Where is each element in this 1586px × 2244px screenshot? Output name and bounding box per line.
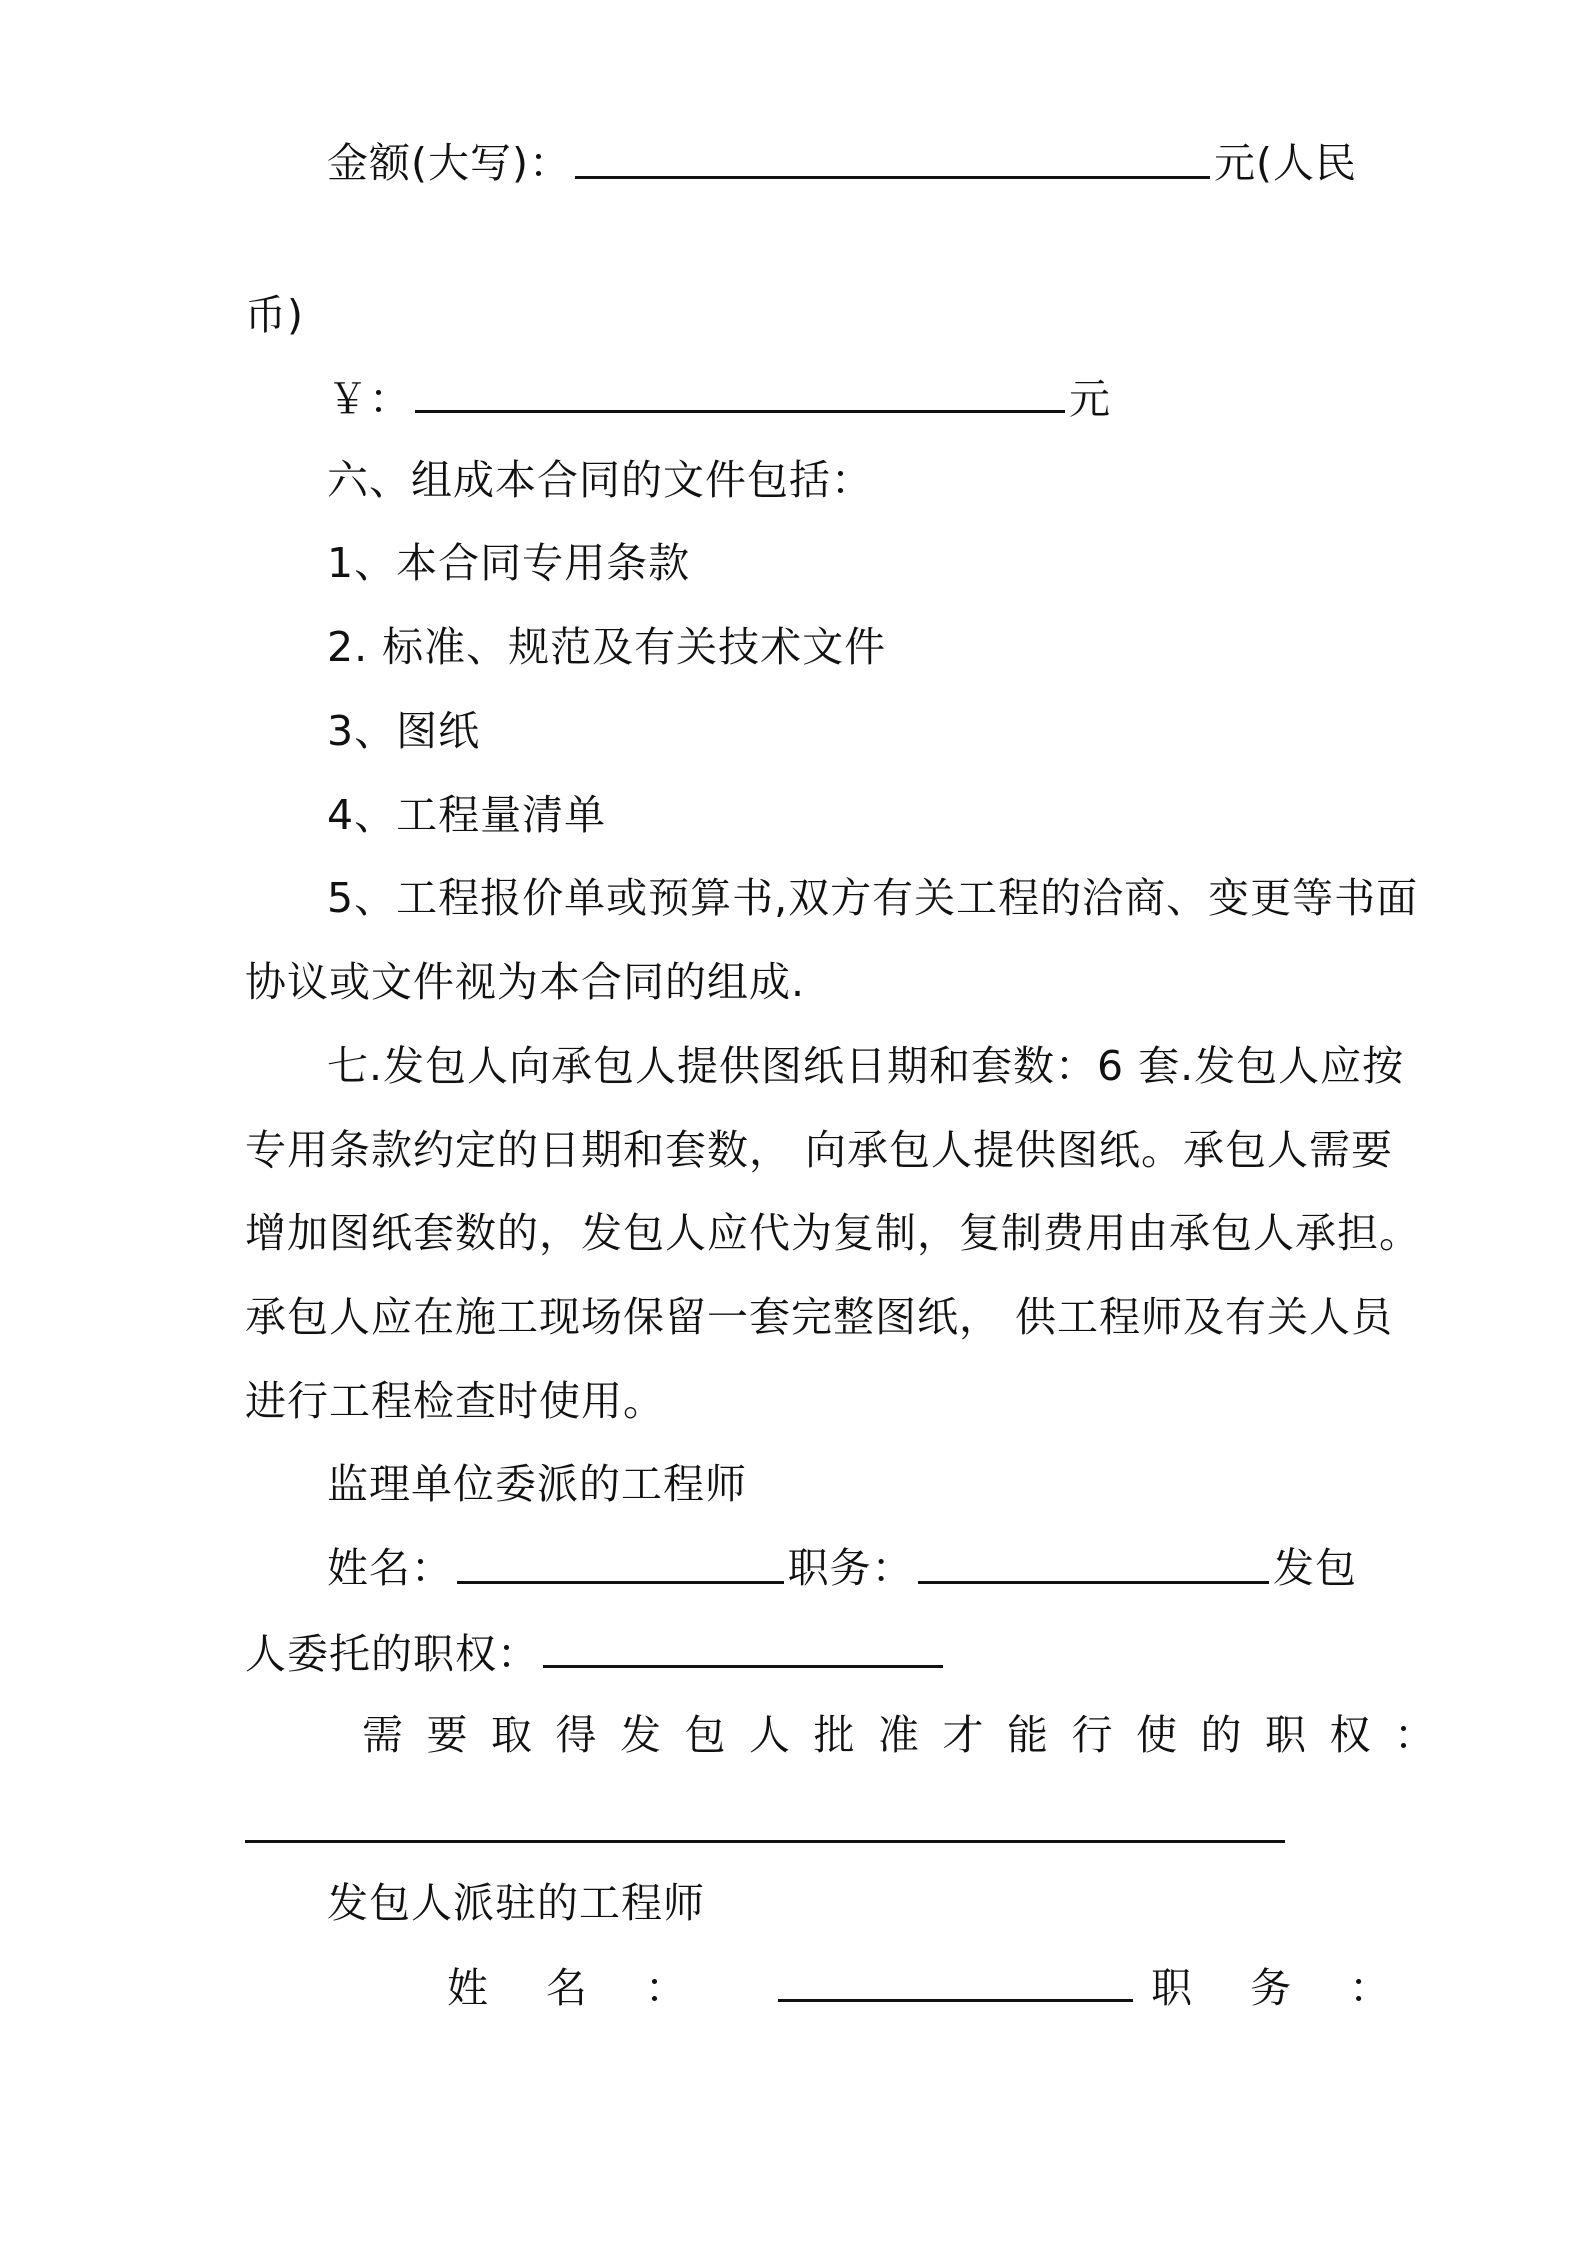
section6-item-5-line1: 5、工程报价单或预算书,双方有关工程的洽商、变更等书面 [327, 874, 1419, 922]
supervisor-authority-blank[interactable] [543, 1627, 943, 1668]
employer-engineer-position-label: 职务： [1151, 1964, 1449, 2012]
supervisor-authority-line [245, 1627, 947, 1679]
employer-engineer-name-blank[interactable] [778, 1961, 1133, 2002]
section7-line-5: 进行工程检查时使用。 [245, 1377, 665, 1425]
supervisor-authority-label-end: 人委托的职权： [245, 1630, 539, 1678]
section6-item-3: 3、图纸 [327, 707, 481, 755]
employer-engineer-name-label: 姓名： [447, 1964, 744, 2012]
supervisor-approval-blank[interactable] [245, 1840, 1285, 1843]
section6-item-5-line2: 协议或文件视为本合同的组成. [245, 958, 806, 1006]
supervisor-heading: 监理单位委派的工程师 [327, 1460, 747, 1508]
supervisor-name-position-line [327, 1543, 1357, 1593]
amount-symbol-label: ￥： [327, 375, 411, 423]
amount-uppercase-line [327, 138, 1357, 188]
section7-line-4: 承包人应在施工现场保留一套完整图纸， 供工程师及有关人员 [245, 1293, 1394, 1341]
supervisor-position-label: 职务： [787, 1544, 914, 1592]
section7-line-1: 七.发包人向承包人提供图纸日期和套数：6 套.发包人应按 [327, 1042, 1405, 1090]
supervisor-name-label: 姓名： [327, 1544, 453, 1592]
amount-symbol-blank[interactable] [415, 372, 1065, 413]
section6-item-4: 4、工程量清单 [327, 791, 607, 839]
section7-line-3: 增加图纸套数的，发包人应代为复制，复制费用由承包人承担。 [245, 1209, 1421, 1257]
section6-heading: 六、组成本合同的文件包括： [327, 456, 873, 504]
amount-uppercase-unit-cont: 币) [245, 291, 304, 339]
supervisor-approval-label: 需要取得发包人批准才能行使的职权： [362, 1711, 1459, 1759]
supervisor-name-blank[interactable] [457, 1543, 784, 1584]
amount-uppercase-unit: 元(人民 [1214, 139, 1357, 187]
supervisor-position-blank[interactable] [918, 1543, 1269, 1584]
employer-engineer-name-position-line [447, 1961, 1449, 2013]
amount-symbol-line [327, 372, 1111, 424]
section6-item-2: 2. 标准、规范及有关技术文件 [327, 623, 887, 671]
section6-item-1: 1、本合同专用条款 [327, 539, 691, 587]
amount-uppercase-blank[interactable] [575, 138, 1210, 179]
supervisor-authority-label-start: 发包 [1273, 1544, 1357, 1592]
amount-uppercase-label: 金额(大写)： [327, 139, 571, 187]
section7-line-2: 专用条款约定的日期和套数， 向承包人提供图纸。承包人需要 [245, 1126, 1394, 1174]
amount-symbol-unit: 元 [1069, 375, 1111, 423]
employer-engineer-heading: 发包人派驻的工程师 [327, 1879, 705, 1927]
